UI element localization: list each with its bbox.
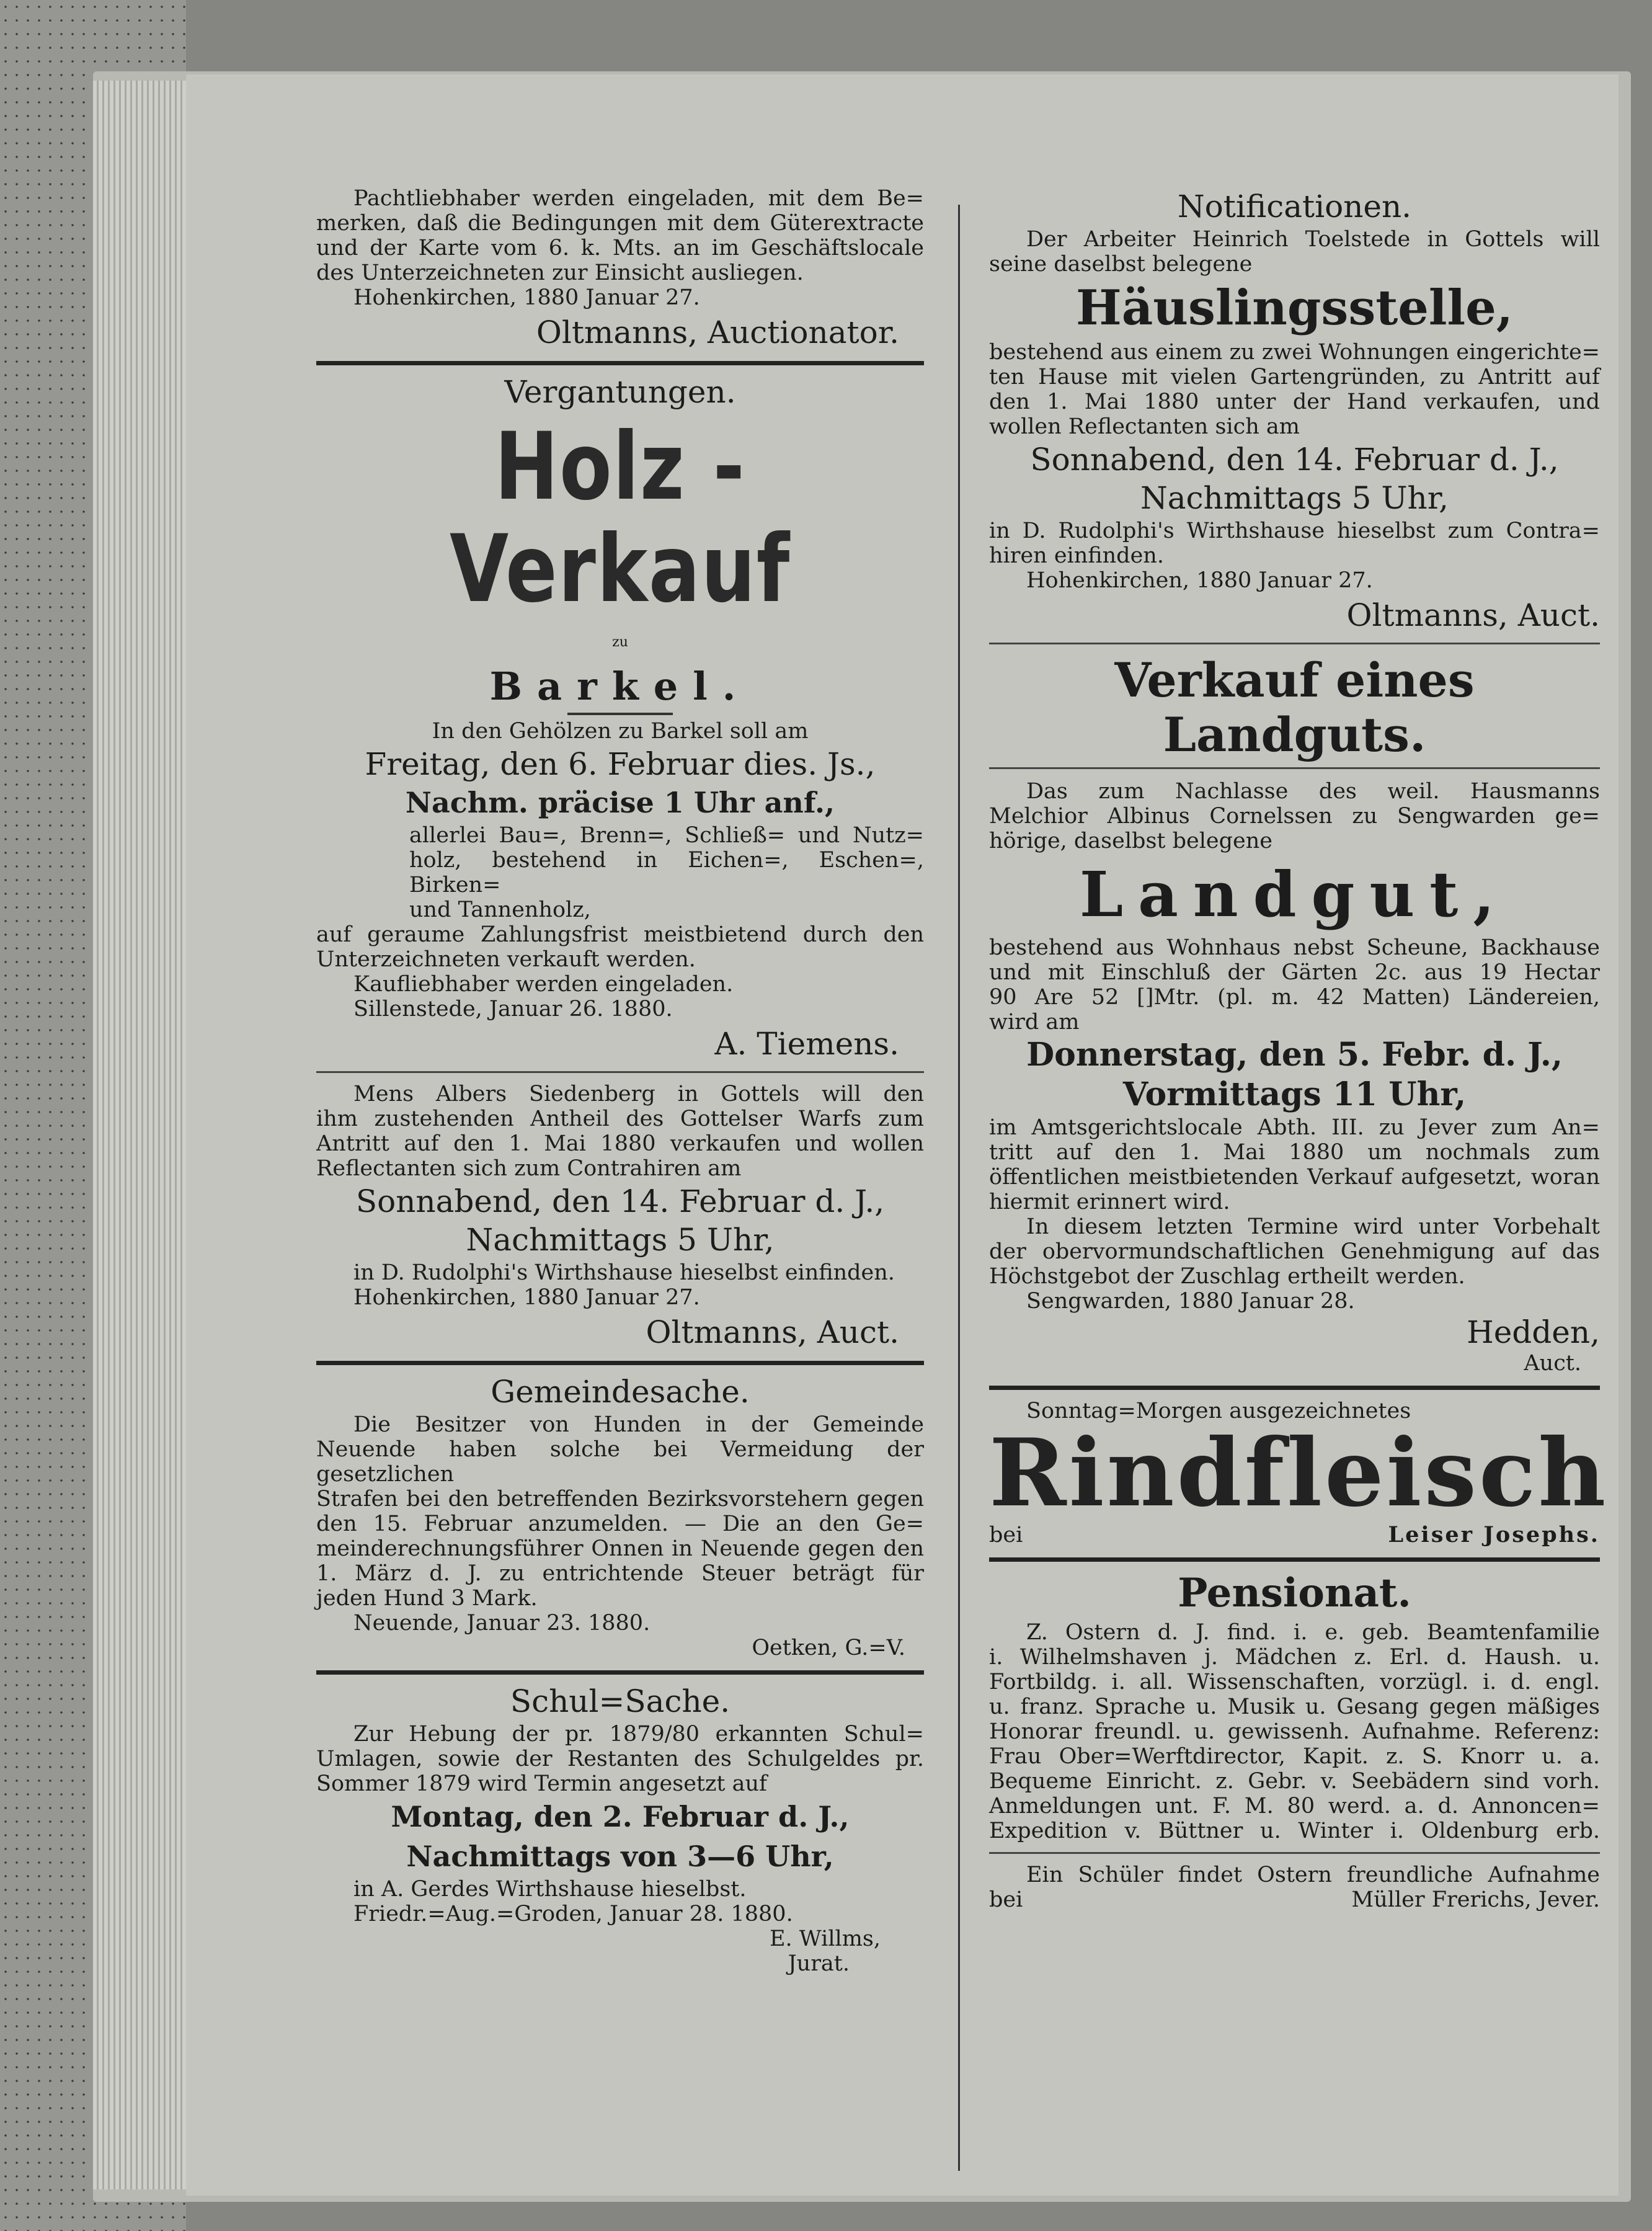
ad-schulsache: [316, 1683, 924, 1976]
time-line: Nachmittags 5 Uhr,: [1140, 480, 1449, 516]
date-line: Freitag, den 6. Februar dies. Js.,: [365, 746, 876, 782]
section-heading: Vergantungen.: [504, 374, 736, 410]
text-line: den 15. Februar anzumelden. — Die an den Ge=: [316, 1512, 924, 1536]
separator: [989, 1386, 1600, 1390]
place-date: Sillenstede, Januar 26. 1880.: [353, 997, 673, 1022]
ad-gemeindesache: [316, 1374, 924, 1660]
column-divider: [958, 205, 960, 2171]
ad-pacht: [316, 186, 924, 351]
text-line: Antritt auf den 1. Mai 1880 verkaufen und wollen: [316, 1131, 924, 1156]
text-line: holz, bestehend in Eichen=, Eschen=, Birken=: [409, 848, 924, 897]
place-date: Hohenkirchen, 1880 Januar 27.: [353, 285, 700, 310]
text-small: zu: [612, 635, 628, 650]
text-line: Umlagen, sowie der Restanten des Schulgeldes pr.: [316, 1747, 924, 1771]
separator: [989, 1852, 1600, 1854]
text-line: des Unterzeichneten zur Einsicht ausliegen.: [316, 261, 804, 285]
place-date: Hohenkirchen, 1880 Januar 27.: [353, 1285, 700, 1310]
signature: Oltmanns, Auct.: [1346, 597, 1600, 633]
time-line: Nachmittags von 3—6 Uhr,: [406, 1840, 834, 1873]
text-line: Reflectanten sich zum Contrahiren am: [316, 1156, 742, 1181]
text-line: u. franz. Sprache u. Musik u. Gesang gegen mäßiges: [989, 1694, 1600, 1719]
ad-landgut: [989, 653, 1600, 1376]
text-line: Zur Hebung der pr. 1879/80 erkannten Schul=: [353, 1722, 924, 1747]
text-line: Fortbildg. i. all. Wissenschaften, vorzügl. i. d. engl.: [989, 1670, 1600, 1694]
signature: Oltmanns, Auctionator.: [536, 314, 899, 350]
date-line: Sonnabend, den 14. Februar d. J.,: [355, 1183, 885, 1219]
text-line: wollen Reflectanten sich am: [989, 414, 1300, 439]
ad-title: Häuslingsstelle,: [1076, 280, 1513, 336]
place-date: Hohenkirchen, 1880 Januar 27.: [1026, 568, 1373, 593]
separator: [316, 1670, 924, 1675]
text-line: jeden Hund 3 Mark.: [316, 1586, 538, 1611]
short-rule: [567, 713, 673, 715]
text-line: in D. Rudolphi's Wirthshause hieselbst einfinden.: [353, 1260, 895, 1285]
text-line: In diesem letzten Termine wird unter Vorbehalt: [1026, 1214, 1600, 1239]
separator: [989, 643, 1600, 644]
vendor-name: Leiser Josephs.: [1388, 1522, 1600, 1547]
time-line: Vormittags 11 Uhr,: [1122, 1075, 1467, 1113]
signature: Oltmanns, Auct.: [646, 1314, 899, 1350]
ad-schueler: [989, 1863, 1600, 1912]
text-line: Unterzeichneten verkauft werden.: [316, 947, 696, 972]
text-line: den 1. Mai 1880 unter der Hand verkaufen, und: [989, 390, 1600, 414]
section-heading: Notificationen.: [1177, 189, 1412, 225]
text-line: i. Wilhelmshaven j. Mädchen z. Erl. d. Haush. u.: [989, 1645, 1600, 1670]
ad-rindfleisch: [989, 1399, 1609, 1547]
text-line: Expedition v. Büttner u. Winter i. Oldenburg erb.: [989, 1819, 1600, 1843]
separator: [316, 1361, 924, 1365]
text-line: hiermit erinnert wird.: [989, 1190, 1230, 1214]
text-line: 1. März d. J. zu entrichtende Steuer beträgt für: [316, 1561, 924, 1586]
text-line: der obervormundschaftlichen Genehmigung auf das: [989, 1239, 1600, 1264]
signature: A. Tiemens.: [714, 1026, 899, 1062]
text-line: Strafen bei den betreffenden Bezirksvorstehern gegen: [316, 1487, 924, 1512]
ad-title: Pensionat.: [1178, 1570, 1411, 1616]
signature-title: Jurat.: [788, 1951, 850, 1976]
text-line: Z. Ostern d. J. find. i. e. geb. Beamtenfamilie: [1026, 1620, 1600, 1645]
text-line: Sonntag=Morgen ausgezeichnetes: [1026, 1399, 1411, 1423]
separator: [989, 767, 1600, 769]
signature: Hedden,: [1467, 1314, 1600, 1350]
text-line: im Amtsgerichtslocale Abth. III. zu Jever zum An=: [989, 1115, 1600, 1140]
text-line: Höchstgebot der Zuschlag ertheilt werden.: [989, 1264, 1465, 1289]
text-line: bestehend aus einem zu zwei Wohnungen eingerichte=: [989, 340, 1600, 365]
text-line: seine daselbst belegene: [989, 252, 1253, 277]
text-line: in A. Gerdes Wirthshause hieselbst.: [353, 1877, 747, 1902]
date-line: Sonnabend, den 14. Februar d. J.,: [1030, 442, 1559, 478]
text-line: Honorar freundl. u. gewissenh. Aufnahme. Referenz:: [989, 1719, 1600, 1744]
text-line: öffentlichen meistbietenden Verkauf aufgesetzt, woran: [989, 1165, 1600, 1190]
ad-title: Holz - Verkauf: [450, 413, 791, 623]
text-line: Mens Albers Siedenberg in Gottels will den: [353, 1082, 924, 1107]
text-line: Neuende haben solche bei Vermeidung der gesetzlichen: [316, 1437, 924, 1487]
signature: E. Willms,: [769, 1926, 881, 1951]
ad-title: Verkauf eines Landguts.: [1114, 652, 1475, 762]
text-line: 90 Are 52 []Mtr. (pl. m. 42 Matten) Ländereien,: [989, 985, 1600, 1010]
text-line: Melchior Albinus Cornelssen zu Sengwarden ge=: [989, 804, 1600, 829]
ad-title: Schul=Sache.: [510, 1683, 731, 1719]
ad-pensionat: [989, 1570, 1600, 1843]
left-column: [316, 186, 924, 1976]
text-line: tritt auf den 1. Mai 1880 um nochmals zum: [989, 1140, 1600, 1165]
text-line: Bequeme Einricht. z. Gebr. v. Seebädern sind vorh.: [989, 1769, 1600, 1794]
text-line: Kaufliebhaber werden eingeladen.: [353, 972, 734, 997]
ad-holz-verkauf: [316, 374, 924, 1062]
text-line: merken, daß die Bedingungen mit dem Güterextracte: [316, 211, 924, 236]
page-edges: [93, 81, 192, 2189]
text-line: meinderechnungsführer Onnen in Neuende gegen den: [316, 1536, 924, 1561]
text-line: auf geraume Zahlungsfrist meistbietend durch den: [316, 922, 924, 947]
text-line: Der Arbeiter Heinrich Toelstede in Gottels will: [1026, 227, 1600, 252]
text-line: In den Gehölzen zu Barkel soll am: [432, 719, 809, 744]
text-line: Das zum Nachlasse des weil. Hausmanns: [1026, 779, 1600, 804]
text-line: Frau Ober=Werftdirector, Kapit. z. S. Knorr u. a.: [989, 1744, 1600, 1769]
text-bei: bei: [989, 1887, 1023, 1912]
signature: Oetken, G.=V.: [752, 1636, 905, 1660]
signature-title: Auct.: [1524, 1351, 1581, 1376]
text-line: ihm zustehenden Antheil des Gottelser Warfs zum: [316, 1107, 924, 1131]
time-line: Nachmittags 5 Uhr,: [466, 1222, 775, 1258]
property-heading: Landgut,: [1079, 858, 1510, 931]
separator: [989, 1557, 1600, 1562]
place-date: Friedr.=Aug.=Groden, Januar 28. 1880.: [353, 1902, 793, 1926]
text-line: in D. Rudolphi's Wirthshause hieselbst zum Contra=: [989, 519, 1600, 543]
ad-title: Rindfleisch: [989, 1418, 1609, 1528]
right-column: [989, 186, 1609, 1912]
text-line: und der Karte vom 6. k. Mts. an im Geschäftslocale: [316, 236, 924, 261]
vendor-row: [989, 1887, 1600, 1912]
time-line: Nachm. präcise 1 Uhr anf.,: [405, 786, 835, 819]
text-line: Ein Schüler findet Ostern freundliche Aufnahme: [1026, 1863, 1600, 1887]
text-line: Anmeldungen unt. F. M. 80 werd. a. d. Annoncen=: [989, 1794, 1600, 1819]
text-bei: bei: [989, 1523, 1023, 1547]
text-line: wird am: [989, 1010, 1080, 1035]
text-line: Pachtliebhaber werden eingeladen, mit dem Be=: [353, 186, 924, 211]
separator: [316, 1071, 924, 1073]
text-line: ten Hause mit vielen Gartengründen, zu Antritt auf: [989, 365, 1600, 390]
text-line: Die Besitzer von Hunden in der Gemeinde: [353, 1412, 924, 1437]
date-line: Donnerstag, den 5. Febr. d. J.,: [1026, 1036, 1563, 1074]
text-line: Sommer 1879 wird Termin angesetzt auf: [316, 1771, 767, 1796]
ad-siedenberg: [316, 1082, 924, 1351]
ad-haeuslingsstelle: [989, 189, 1600, 634]
text-line: und Tannenholz,: [409, 897, 591, 922]
place-heading: Barkel.: [489, 664, 751, 709]
separator: [316, 361, 924, 365]
place-date: Neuende, Januar 23. 1880.: [353, 1611, 651, 1636]
text-line: und mit Einschluß der Gärten 2c. aus 19 Hectar: [989, 960, 1600, 985]
vendor-name: Müller Frerichs, Jever.: [1351, 1887, 1600, 1912]
text-line: hörige, daselbst belegene: [989, 829, 1272, 853]
place-date: Sengwarden, 1880 Januar 28.: [1026, 1289, 1355, 1314]
ad-title: Gemeindesache.: [491, 1374, 750, 1410]
text-line: hiren einfinden.: [989, 543, 1164, 568]
text-line: bestehend aus Wohnhaus nebst Scheune, Backhause: [989, 935, 1600, 960]
text-line: allerlei Bau=, Brenn=, Schließ= und Nutz=: [409, 823, 924, 848]
date-line: Montag, den 2. Februar d. J.,: [391, 1800, 850, 1833]
